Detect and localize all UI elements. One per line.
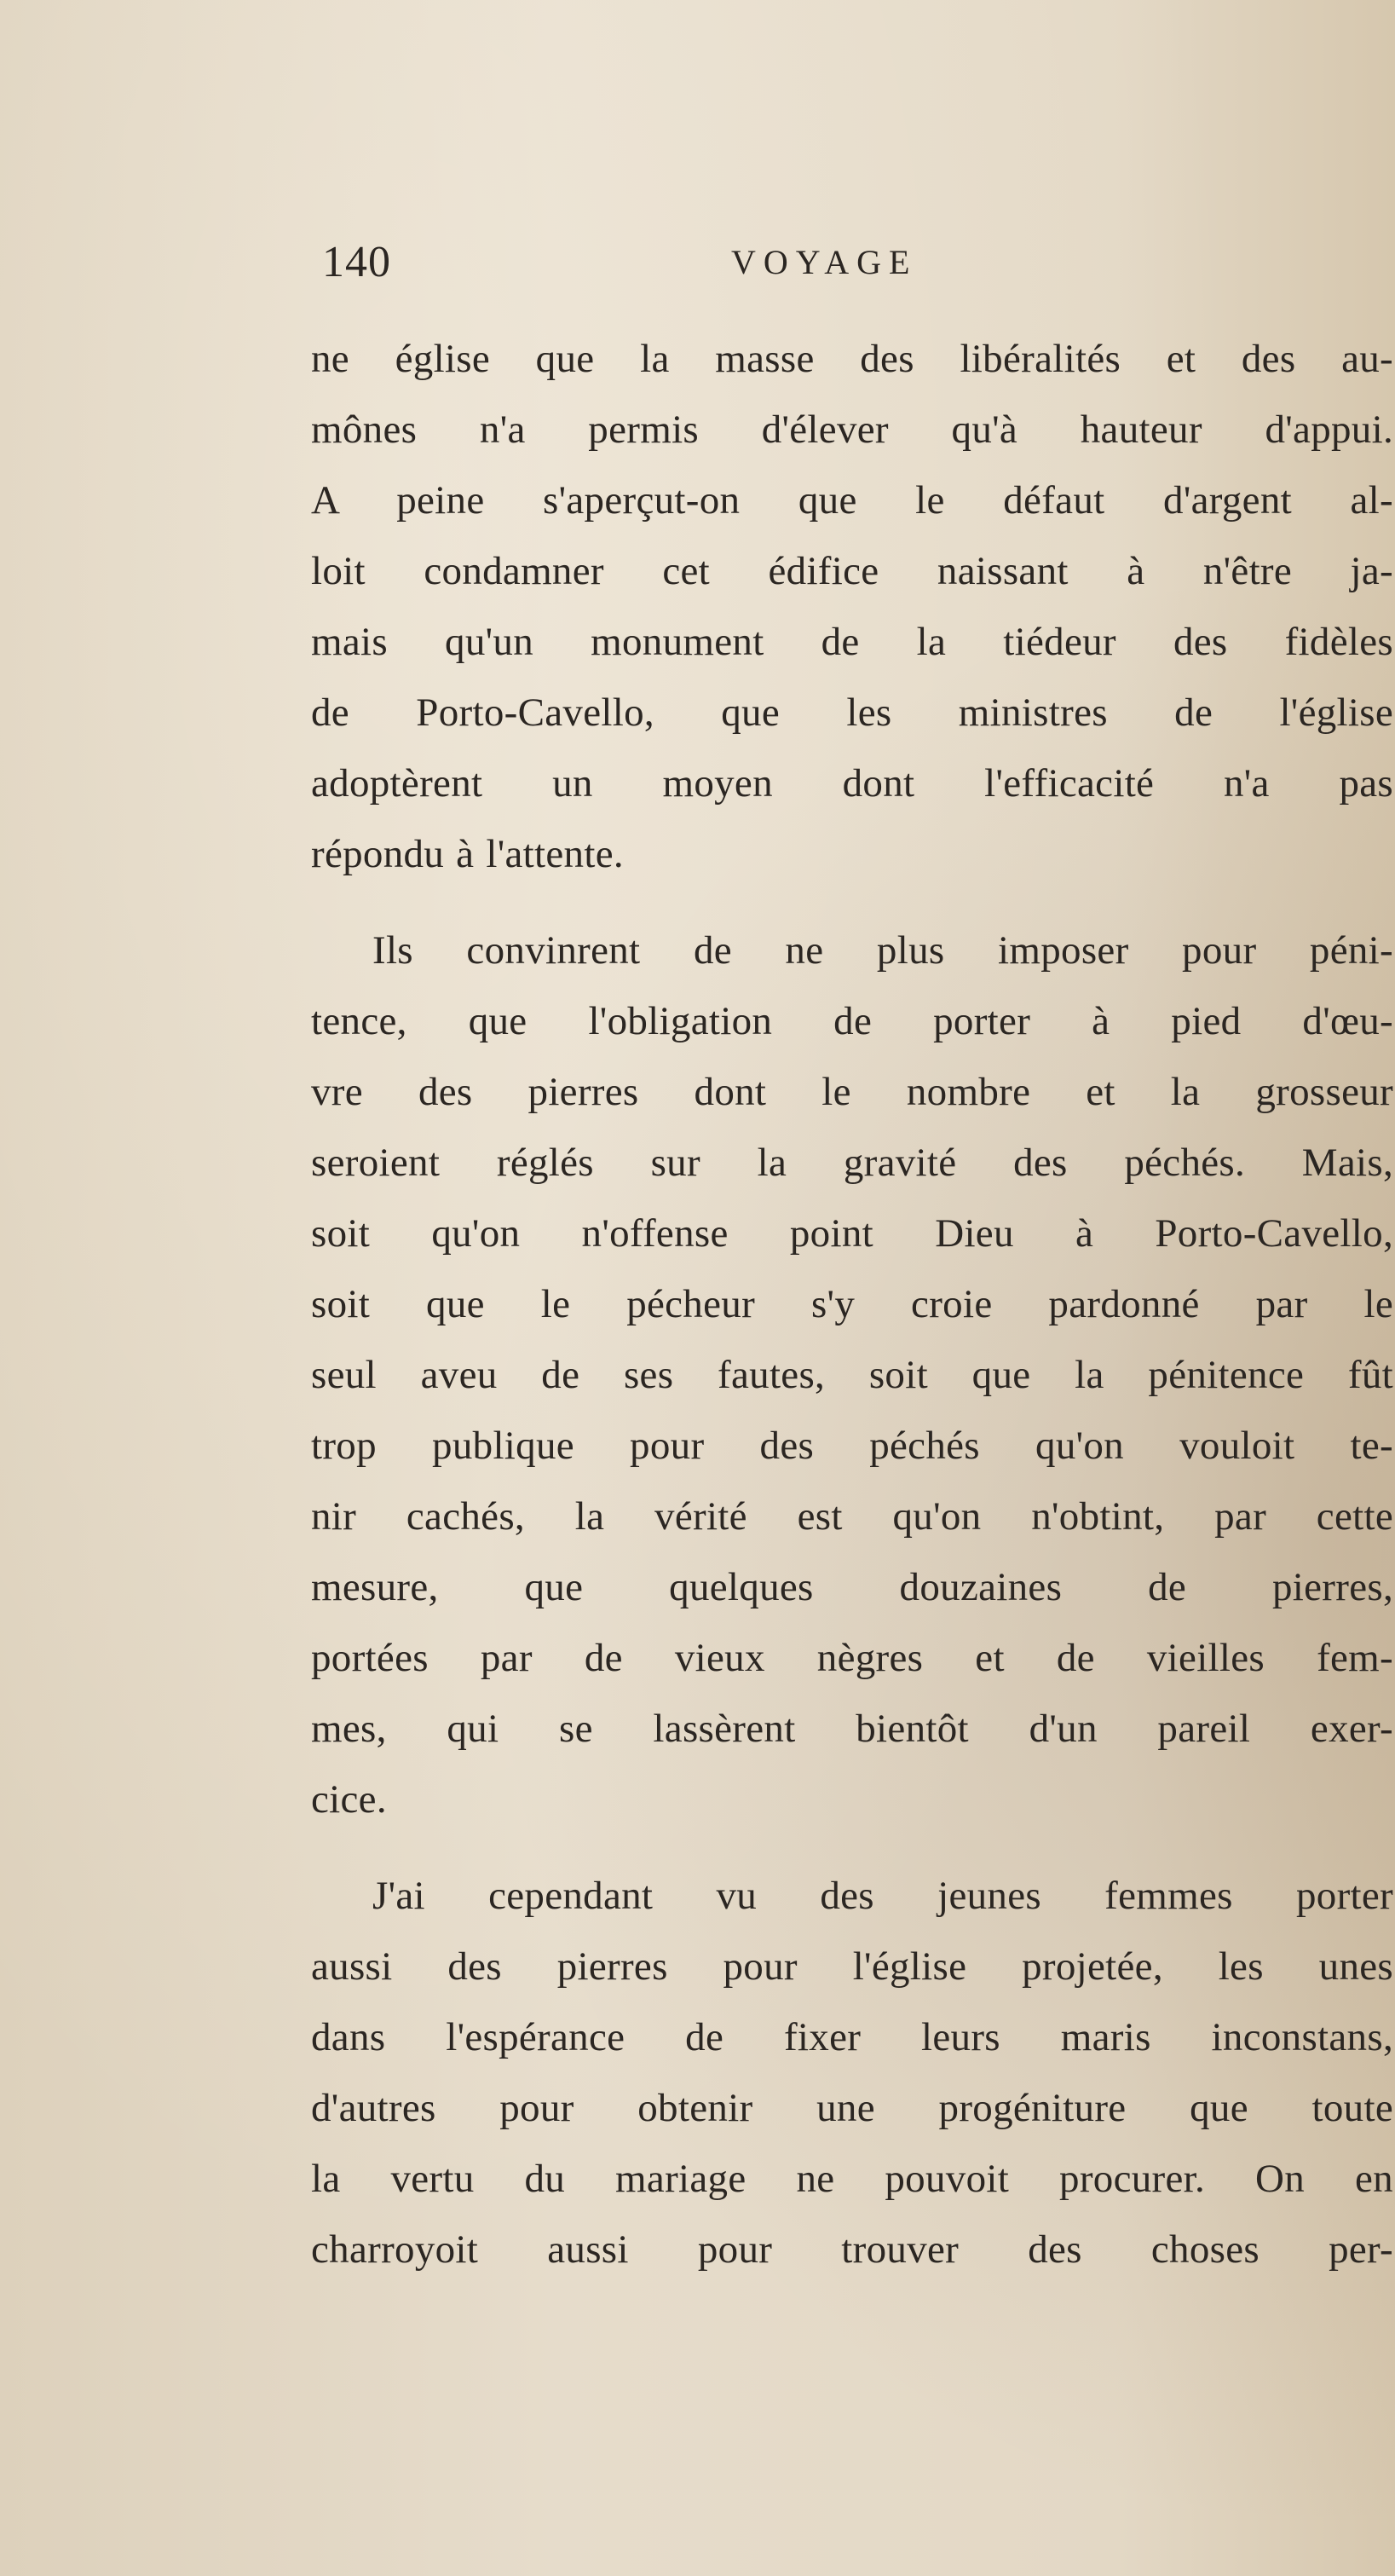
text-line: tence, que l'obligation de porter à pied d'œu- [311,999,1393,1043]
text-line: mesure, que quelques douzaines de pierres, [311,1565,1393,1609]
text-line: ne église que la masse des libéralités et des au- [311,337,1393,381]
text-line: trop publique pour des péchés qu'on vouloit te- [311,1424,1393,1468]
text-line: J'ai cependant vu des jeunes femmes porter [372,1874,1393,1918]
text-line: mônes n'a permis d'élever qu'à hauteur d'appui. [311,407,1393,452]
text-line: aussi des pierres pour l'église projetée, les unes [311,1944,1393,1989]
text-line: A peine s'aperçut-on que le défaut d'argent al- [311,478,1393,523]
text-line: mais qu'un monument de la tiédeur des fidèles [311,620,1393,664]
text-line: soit qu'on n'offense point Dieu à Porto-Cavello, [311,1211,1393,1256]
text-line: adoptèrent un moyen dont l'efficacité n'a pas [311,761,1393,806]
text-line: nir cachés, la vérité est qu'on n'obtint, par cette [311,1494,1393,1539]
text-line: mes, qui se lassèrent bientôt d'un pareil exer- [311,1707,1393,1751]
text-line: vre des pierres dont le nombre et la grosseur [311,1070,1393,1114]
text-line: dans l'espérance de fixer leurs maris inconstans, [311,2015,1393,2059]
text-line: seul aveu de ses fautes, soit que la pénitence fût [311,1353,1393,1397]
text-line: seroient réglés sur la gravité des péchés. Mais, [311,1141,1393,1185]
text-line: la vertu du mariage ne pouvoit procurer. On en [311,2157,1393,2201]
page-number: 140 [322,238,391,286]
text-line: Ils convinrent de ne plus imposer pour péni- [372,928,1393,973]
running-title: VOYAGE [731,243,918,281]
text-line: répondu à l'attente. [311,832,624,876]
text-line: portées par de vieux nègres et de vieilles fem- [311,1636,1393,1680]
text-line: loit condamner cet édifice naissant à n'être ja- [311,549,1393,593]
text-line: d'autres pour obtenir une progéniture que toute [311,2086,1393,2130]
text-line: charroyoit aussi pour trouver des choses per- [311,2227,1393,2272]
text-line: cice. [311,1777,387,1822]
body-text [311,324,1393,2285]
text-line: soit que le pécheur s'y croie pardonné par le [311,1282,1393,1326]
text-line: de Porto-Cavello, que les ministres de l'église [311,690,1393,735]
page-header [322,237,1311,297]
